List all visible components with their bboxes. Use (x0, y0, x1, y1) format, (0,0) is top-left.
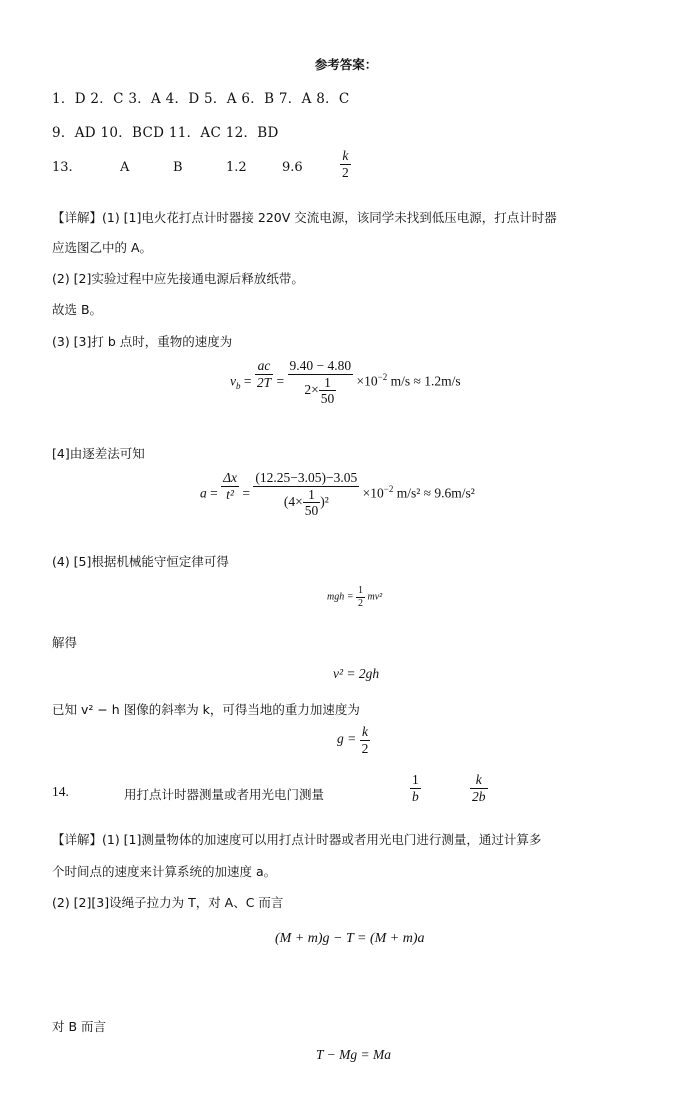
d13-para-2: (2) [2]实验过程中应先接通电源后释放纸带。 (52, 271, 304, 286)
d13-para-6: (4) [5]根据机械能守恒定律可得 (52, 554, 229, 569)
answers-1-8: 1．D 2．C 3．A 4．D 5．A 6．B 7．A 8．C (52, 91, 350, 107)
q13-answer-1: A (120, 160, 130, 175)
d13-para-1a: 【详解】(1) [1]电火花打点计时器接 220V 交流电源，该同学未找到低压电源，打点计时器 (52, 210, 557, 225)
q14-answer-1: 用打点计时器测量或者用光电门测量 (124, 787, 325, 802)
d13-para-8: 已知 v² − h 图像的斜率为 k，可得当地的重力加速度为 (52, 702, 360, 717)
equation-acceleration: a = $\frac{\Delta x}{\text{t²}}$ = (12.25−3.05)−3.05 (4× $\frac{1}{50}$ )² $\times 10^{-2}$ m/s² ≈ 9.6m/s² (200, 470, 475, 519)
d13-para-4: (3) [3]打 b 点时，重物的速度为 (52, 334, 233, 349)
d13-para-7: 解得 (52, 635, 78, 650)
q14-answer-2: $\frac{1}{b}$ (412, 772, 419, 804)
q13-number: 13. (52, 160, 73, 175)
d14-para-2: (2) [2][3]设绳子拉力为 T，对 A、C 而言 (52, 895, 284, 910)
q14-answer-3: $\frac{k}{2b}$ (472, 772, 486, 804)
answers-9-12: 9．AD 10．BCD 11．AC 12．BD (52, 125, 279, 141)
q13-answer-3: 1.2 (226, 160, 247, 175)
equation-energy: mgh = $\frac{1}{2}$ mv² (327, 585, 383, 609)
d14-para-1a: 【详解】(1) [1]测量物体的加速度可以用打点计时器或者用光电门进行测量，通过计算多 (52, 832, 542, 847)
q13-answer-2: B (173, 160, 183, 175)
d14-para-1b: 个时间点的速度来计算系统的加速度 a。 (52, 864, 277, 879)
equation-b-body: T − Mg = Ma (316, 1047, 391, 1062)
d14-para-3: 对 B 而言 (52, 1019, 107, 1034)
equation-gravity: g = $\frac{k}{2}$ (337, 724, 369, 756)
d13-para-1b: 应选图乙中的 A。 (52, 240, 153, 255)
equation-v-squared: v² = 2gh (333, 666, 380, 681)
q13-answer-4: 9.6 (282, 160, 303, 175)
page-title: 参考答案： (314, 57, 378, 72)
equation-ac-system: (M + m)g − T = (M + m)a (275, 931, 425, 946)
q14-number: 14. (52, 784, 69, 799)
answer-14 (52, 770, 552, 812)
equation-velocity: $v_b$ = $\frac{ac}{2T}$ = 9.40 − 4.80 2× $\frac{1}{50}$ $\times 10^{-2}$ m/s ≈ 1.2m/s (230, 358, 461, 407)
answer-13 (52, 148, 372, 188)
d13-para-5: [4]由逐差法可知 (52, 446, 145, 461)
d13-para-3: 故选 B。 (52, 302, 103, 317)
q13-answer-5: $\frac{k}{2}$ (342, 148, 349, 180)
